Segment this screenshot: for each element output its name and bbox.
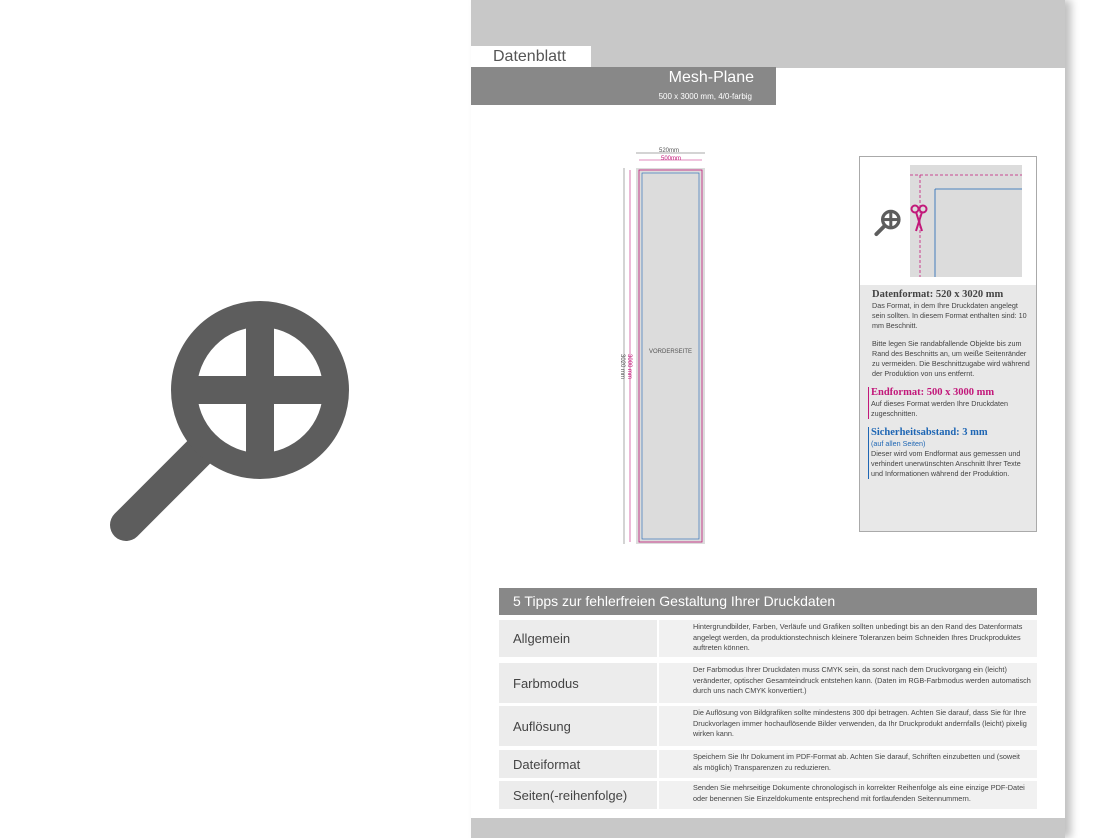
side-label: VORDERSEITE: [649, 349, 693, 355]
tip-label: Auflösung: [499, 706, 657, 746]
datenformat-text-2: Bitte legen Sie randabfallende Objekte bis zum Rand des Beschnitts an, um weiße Seitenränder zu vermeiden. Die Beschnittzugabe wird während der Produktion von uns entfernt.: [872, 339, 1030, 378]
tip-label: Allgemein: [499, 620, 657, 657]
endformat-title: Endformat: 500 x 3000 mm: [871, 387, 995, 398]
height-outer-label: 3020 mm: [619, 354, 625, 380]
datenformat-title: Datenformat: 520 x 3020 mm: [872, 289, 1004, 300]
tip-row: [499, 750, 1037, 778]
tip-text: Der Farbmodus Ihrer Druckdaten muss CMYK sein, da sonst nach dem Druckvorgang ein (leicht) veränderter, optischer Gesamteindruck entstehen kann. (Daten im RGB-Farbmodus werden automatisch durch uns nach CMYK konvertiert.): [659, 663, 1037, 703]
product-subtitle: 500 x 3000 mm, 4/0-farbig: [658, 92, 752, 101]
format-info-text: [860, 285, 1036, 531]
endformat-section: [868, 387, 1030, 419]
sicherheit-sub: (auf allen Seiten): [871, 439, 926, 448]
width-inner-label: 500mm: [661, 156, 682, 162]
height-inner-label: 3000 mm: [626, 354, 632, 380]
tip-text: Hintergrundbilder, Farben, Verläufe und Grafiken sollten unbedingt bis an den Rand des Datenformats angelegt werden, da produktionstechnisch kleinere Toleranzen beim Schneiden Ihres Druckproduktes auftreten können.: [659, 620, 1037, 657]
format-diagram-drawing: [611, 148, 721, 548]
zoom-in-icon[interactable]: [874, 209, 902, 237]
tip-text: Senden Sie mehrseitige Dokumente chronologisch in korrekter Reihenfolge als eine einzige PDF-Datei oder benennen Sie Einzeldokumente entsprechend mit fortlaufenden Seitennummern.: [659, 781, 1037, 809]
tips-heading: 5 Tipps zur fehlerfreien Gestaltung Ihrer Druckdaten: [499, 588, 1037, 615]
tip-label: Farbmodus: [499, 663, 657, 703]
zoom-in-icon[interactable]: [104, 292, 364, 552]
format-info-box: [859, 156, 1037, 532]
datasheet-page: [471, 0, 1065, 838]
scissors-icon: [910, 203, 928, 233]
tip-row: [499, 781, 1037, 809]
tip-row: [499, 663, 1037, 703]
tip-text: Speichern Sie Ihr Dokument im PDF-Format ab. Achten Sie darauf, Schriften einzubetten und (soweit als möglich) Transparenzen zu reduzieren.: [659, 750, 1037, 778]
sicherheit-text: Dieser wird vom Endformat aus gemessen und verhindert unerwünschten Anschnitt Ihrer Texte und Informationen während der Produktion.: [871, 449, 1021, 478]
tip-row: [499, 706, 1037, 746]
width-outer-label: 520mm: [659, 148, 680, 154]
datenblatt-tab: Datenblatt: [471, 46, 591, 68]
sicherheit-title: Sicherheitsabstand: 3 mm: [871, 427, 988, 438]
footer-band: [471, 818, 1065, 838]
header-band-right: [591, 46, 1065, 68]
format-diagram: [611, 148, 721, 548]
tip-label: Seiten(-reihenfolge): [499, 781, 657, 809]
sicherheit-section: [868, 427, 1030, 479]
product-title: Mesh-Plane: [668, 69, 754, 86]
endformat-text: Auf dieses Format werden Ihre Druckdaten zugeschnitten.: [871, 399, 1009, 418]
bleed-preview: [860, 157, 1036, 285]
header-band: [471, 0, 1065, 48]
tip-row: [499, 620, 1037, 657]
datenformat-text: Das Format, in dem Ihre Druckdaten angelegt sein sollten. In diesem Format enthalten sind: 10 mm Beschnitt.: [872, 301, 1027, 330]
product-title-bar: [471, 67, 776, 105]
tip-label: Dateiformat: [499, 750, 657, 778]
tip-text: Die Auflösung von Bildgrafiken sollte mindestens 300 dpi betragen. Achten Sie darauf, dass Sie für Ihre Druckvorlagen immer hochauflösende Bilder verwenden, da Ihr Druckprodukt andernfalls (leicht) pixelig wirken kann.: [659, 706, 1037, 746]
